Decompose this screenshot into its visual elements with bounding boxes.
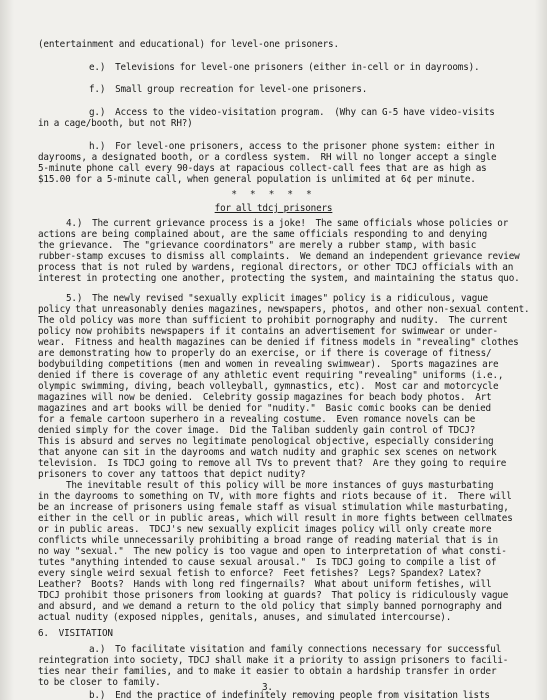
list-item-g: g.) Access to the video-visitation program. (Why can G-5 have video-visits (89, 107, 495, 118)
section-6-heading: 6. VISITATION (38, 628, 113, 639)
list-item-h: h.) For level-one prisoners, access to the prisoner phone system: either in (89, 141, 495, 152)
text-line: rubber-stamp excuses to dismiss all complaints. We demand an independent grievance review (38, 251, 520, 262)
text-line: TDCJ prohibit those prisoners from looking at guards? That policy is ridiculously vague (38, 590, 509, 601)
text-line: The old policy was more than sufficient to prohibit pornography and nudity. The current (38, 315, 508, 326)
text-line: in a cage/booth, but not RH?) (38, 118, 193, 129)
text-line: $15.00 for a 5-minute call, when general population is unlimited at 6¢ per minute. (38, 174, 476, 185)
paragraph-5: 5.) The newly revised "sexually explicit images" policy is a ridiculous, vague (66, 293, 488, 304)
text-line: 5-minute phone call every 90-days at rapacious collect-call fees that are as high as (38, 163, 487, 174)
text-line: are demonstrating how to properly do an exercise, or if there is coverage of fitness/ (38, 348, 492, 359)
list-item-f: f.) Small group recreation for level-one prisoners. (89, 84, 368, 95)
text-line: and absurd, and we demand a return to the old policy that simply banned pornography and (38, 601, 502, 612)
visitation-item-a: a.) To facilitate visitation and family connections necessary for successful (89, 644, 502, 655)
text-line: process that is not ruled by wardens, regional directors, or other TDCJ officials with an (38, 262, 514, 273)
text-line: prisoners to cover any tattoos that depict nudity? (38, 469, 306, 480)
text-line: olympic swimming, diving, beach volleyball, gymnastics, etc). Most car and motorcycle (38, 381, 499, 392)
text-line: actions are being complained about, are the same officials responding to and denying (38, 229, 488, 240)
text-line: the grievance. The "grievance coordinators" are merely a rubber stamp, with basic (38, 240, 477, 251)
text-line: television. Is TDCJ going to remove all TVs to prevent that? Are they going to require (38, 458, 507, 469)
text-line: reintegration into society, TDCJ shall make it a priority to assign prisoners to facili- (38, 655, 509, 666)
text-line: denied simply for the cover image. Did the Taliban suddenly gain control of TDCJ? (38, 425, 476, 436)
text-line: conflicts while unnecessarily prohibiting a broad range of reading material that is in (38, 535, 498, 546)
text-line: bodybuilding competitions (men and women in revealing swimwear). Sports magazines are (38, 359, 499, 370)
text-line: interest in protecting one another, protecting the system, and maintaining the status quo. (38, 273, 520, 284)
text-line: tutes "anything intended to cause sexual arousal." Is TDCJ going to compile a list of (38, 557, 497, 568)
text-line: for a female cartoon superhero in a revealing costume. Even romance novels can be (38, 414, 476, 425)
text-line: to be closer to family. (38, 677, 161, 688)
text-line: ties near their families, and to make it easier to obtain a hardship transfer in order (38, 666, 497, 677)
section-heading: for all tdcj prisoners (214, 203, 333, 214)
text-line: actual nudity (exposed nipples, genitals, anuses, and simulated intercourse). (38, 612, 452, 623)
text-line: be an increase of prisoners using female staff as visual stimulation while masturbating, (38, 502, 509, 513)
text-line: (entertainment and educational) for level-one prisoners. (38, 39, 339, 50)
list-item-e: e.) Televisions for level-one prisoners (either in-cell or in dayrooms). (89, 62, 480, 73)
text-line: every single weird sexual fetish to enforce? Feet fetishes? Legs? Spandex? Latex? (38, 568, 482, 579)
text-line: magazines and art books will be denied for "nudity." Basic comic books can be denied (38, 403, 491, 414)
text-line: wear. Fitness and health magazines can be denied if fitness models in "revealing" clothes (38, 337, 519, 348)
paragraph-4: 4.) The current grievance process is a joke! The same officials whose policies or (66, 218, 509, 229)
section-separator: * * * * * (231, 189, 316, 200)
page-number: 3. (262, 682, 273, 693)
text-line: that anyone can sit in the dayrooms and watch nudity and graphic sex scenes on network (38, 447, 497, 458)
text-line: in the dayrooms to something on TV, with more fights and riots because of it. There will (38, 491, 512, 502)
visitation-item-b: b.) End the practice of indefinitely removing people from visitation lists (89, 690, 490, 700)
text-line: either in the cell or in public areas, which will result in more fights between cellmates (38, 513, 513, 524)
text-line: The inevitable result of this policy will be more instances of guys masturbating (66, 480, 494, 491)
text-line: policy now prohibits newspapers if it contains an advertisement for swimwear or under- (38, 326, 498, 337)
text-line: dayrooms, a designated booth, or a cordless system. RH will no longer accept a single (38, 152, 497, 163)
text-line: or in public areas. TDCJ's new sexually explicit images policy will only create more (38, 524, 492, 535)
text-line: denied if there is coverage of any athletic event requiring "revealing" uniforms (i.e., (38, 370, 504, 381)
text-line: policy that unreasonably denies magazines, newspapers, photos, and other non-sexual content. (38, 304, 530, 315)
text-line: This is absurd and serves no legitimate penological objective, especially considering (38, 436, 494, 447)
text-line: magazines will now be denied. Celebrity gossip magazines for beach body photos. Art (38, 392, 492, 403)
text-line: Leather? Boots? Hands with long red fingernails? What about uniform fetishes, will (38, 579, 492, 590)
text-line: no way "sexual." The new policy is too vague and open to interpretation of what consti- (38, 546, 507, 557)
